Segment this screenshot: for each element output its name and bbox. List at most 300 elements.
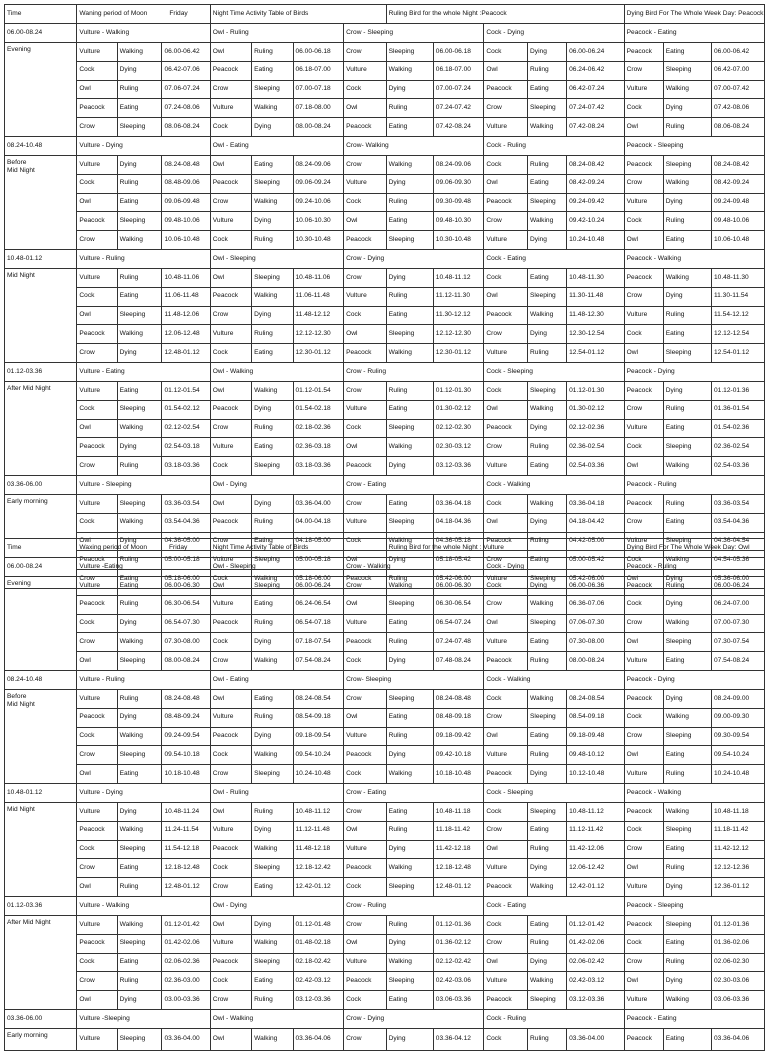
bird-name: Vulture bbox=[77, 915, 117, 934]
bird-activity: Walking bbox=[528, 595, 567, 614]
time-slot: 06.00-06.18 bbox=[293, 43, 344, 62]
table-row bbox=[5, 840, 765, 859]
time-slot: 01.42-02.06 bbox=[162, 934, 210, 953]
bird-activity: Walking bbox=[117, 325, 162, 344]
time-slot: 09.06-09.48 bbox=[162, 193, 210, 212]
time-slot: 10.48-11.18 bbox=[433, 802, 484, 821]
bird-name: Peacock bbox=[484, 419, 528, 438]
bird-activity: Ruling bbox=[252, 991, 293, 1010]
bird-name: Vulture bbox=[624, 652, 663, 671]
table-row bbox=[5, 991, 765, 1010]
bird-name: Cock bbox=[624, 821, 663, 840]
time-slot: 03.12-03.36 bbox=[293, 991, 344, 1010]
time-slot: 01.54-02.12 bbox=[162, 400, 210, 419]
bird-name: Peacock bbox=[344, 746, 387, 765]
time-slot: 12.12-12.30 bbox=[293, 325, 344, 344]
time-range: 01.12-03.36 bbox=[5, 362, 77, 381]
bird-activity: Walking bbox=[528, 878, 567, 897]
time-slot: 05.36-06.00 bbox=[712, 570, 765, 589]
time-slot: 11.42-12.18 bbox=[433, 840, 484, 859]
time-slot: 01.36-01.54 bbox=[712, 400, 765, 419]
bird-activity: Walking bbox=[528, 494, 567, 513]
time-slot: 05.18-06.00 bbox=[162, 570, 210, 589]
bird-activity: Dying bbox=[386, 652, 433, 671]
bird-name: Peacock bbox=[210, 840, 251, 859]
bird-name: Crow bbox=[624, 614, 663, 633]
period-header-row bbox=[5, 249, 765, 268]
bird-name: Peacock bbox=[624, 689, 663, 708]
bird-name: Vulture bbox=[624, 878, 663, 897]
week-day: Friday bbox=[169, 9, 188, 17]
bird-name: Crow bbox=[484, 99, 528, 118]
bird-name: Cock bbox=[344, 80, 387, 99]
time-range: 08.24-10.48 bbox=[5, 670, 77, 689]
bird-period-activity: Vulture - Sleeping bbox=[77, 475, 210, 494]
bird-name: Peacock bbox=[210, 174, 251, 193]
bird-activity: Eating bbox=[252, 689, 293, 708]
time-slot: 01.12-01.36 bbox=[433, 915, 484, 934]
time-slot: 02.18-02.42 bbox=[293, 953, 344, 972]
bird-name: Peacock bbox=[484, 652, 528, 671]
bird-name: Cock bbox=[344, 765, 387, 784]
time-slot: 11.30-11.54 bbox=[712, 287, 765, 306]
bird-name: Crow bbox=[210, 193, 251, 212]
bird-name: Vulture bbox=[210, 551, 251, 570]
bird-activity: Dying bbox=[117, 61, 162, 80]
time-slot: 06.42-07.24 bbox=[567, 80, 625, 99]
bird-activity: Dying bbox=[528, 419, 567, 438]
bird-period-activity: Crow- Walking bbox=[344, 136, 484, 155]
bird-period-activity: Peacock - Ruling bbox=[624, 558, 764, 577]
bird-name: Cock bbox=[624, 708, 663, 727]
period-header-row bbox=[5, 896, 765, 915]
bird-name: Owl bbox=[77, 878, 117, 897]
time-slot: 01.12-01.42 bbox=[567, 915, 625, 934]
time-slot: 10.06-10.48 bbox=[162, 231, 210, 250]
time-slot: 08.06-08.24 bbox=[712, 118, 765, 137]
bird-activity: Ruling bbox=[117, 878, 162, 897]
time-slot: 12.48-01.12 bbox=[433, 878, 484, 897]
bird-activity: Walking bbox=[117, 821, 162, 840]
bird-activity: Ruling bbox=[528, 61, 567, 80]
time-slot: 03.36-04.00 bbox=[293, 494, 344, 513]
bird-period-activity: Owl - Walking bbox=[210, 362, 343, 381]
time-slot: 06.00-06.24 bbox=[293, 577, 344, 596]
time-slot: 10.06-10.30 bbox=[293, 212, 344, 231]
bird-activity: Walking bbox=[386, 438, 433, 457]
bird-period-activity: Peacock - Sleeping bbox=[624, 136, 764, 155]
time-slot: 09.54-10.18 bbox=[162, 746, 210, 765]
table-row bbox=[5, 99, 765, 118]
bird-name: Cock bbox=[624, 325, 663, 344]
bird-activity: Eating bbox=[386, 212, 433, 231]
time-slot: 09.18-09.42 bbox=[433, 727, 484, 746]
bird-activity: Eating bbox=[663, 419, 711, 438]
period-header-row bbox=[5, 783, 765, 802]
time-column-header: Time bbox=[5, 5, 77, 24]
bird-activity: Dying bbox=[386, 840, 433, 859]
bird-name: Crow bbox=[210, 765, 251, 784]
bird-activity: Eating bbox=[117, 570, 162, 589]
time-slot: 06.00-06.30 bbox=[162, 577, 210, 596]
time-slot: 06.00-06.36 bbox=[567, 577, 625, 596]
bird-name: Cock bbox=[210, 859, 251, 878]
table-row bbox=[5, 155, 765, 174]
bird-period-activity: Owl - Eating bbox=[210, 136, 343, 155]
bird-name: Peacock bbox=[210, 614, 251, 633]
time-slot: 10.24-10.48 bbox=[567, 231, 625, 250]
bird-activity: Eating bbox=[386, 991, 433, 1010]
bird-name: Vulture bbox=[484, 859, 528, 878]
bird-activity: Walking bbox=[117, 633, 162, 652]
bird-activity: Ruling bbox=[117, 174, 162, 193]
time-slot: 09.18-09.54 bbox=[293, 727, 344, 746]
time-slot: 06.30-06.54 bbox=[162, 595, 210, 614]
bird-activity: Ruling bbox=[117, 595, 162, 614]
bird-period-activity: Peacock - Walking bbox=[624, 249, 764, 268]
bird-name: Crow bbox=[344, 915, 387, 934]
time-slot: 08.24-08.42 bbox=[567, 155, 625, 174]
bird-activity: Ruling bbox=[663, 400, 711, 419]
bird-period-activity: Cock - Walking bbox=[484, 670, 624, 689]
bird-name: Crow bbox=[344, 1028, 387, 1050]
bird-activity: Walking bbox=[663, 457, 711, 476]
bird-name: Cock bbox=[77, 400, 117, 419]
bird-name: Vulture bbox=[484, 746, 528, 765]
time-slot: 11.42-12.12 bbox=[712, 840, 765, 859]
bird-name: Cock bbox=[484, 381, 528, 400]
bird-activity: Ruling bbox=[252, 513, 293, 532]
bird-activity: Ruling bbox=[663, 953, 711, 972]
time-slot: 08.24-09.00 bbox=[712, 689, 765, 708]
table-row bbox=[5, 457, 765, 476]
table-row bbox=[5, 80, 765, 99]
bird-activity: Walking bbox=[528, 306, 567, 325]
dying-bird-note: Dying Bird For The Whole Week Day: Peacock bbox=[624, 5, 764, 24]
bird-name: Owl bbox=[484, 61, 528, 80]
bird-activity: Sleeping bbox=[386, 43, 433, 62]
time-of-night-text: Mid Night bbox=[7, 805, 35, 813]
time-slot: 03.36-04.06 bbox=[712, 1028, 765, 1050]
bird-activity: Eating bbox=[528, 174, 567, 193]
bird-activity: Walking bbox=[386, 61, 433, 80]
table-row bbox=[5, 306, 765, 325]
time-slot: 02.42-03.12 bbox=[567, 972, 625, 991]
bird-name: Peacock bbox=[484, 878, 528, 897]
time-slot: 10.24-10.48 bbox=[293, 765, 344, 784]
time-slot: 12.06-12.42 bbox=[567, 859, 625, 878]
bird-name: Owl bbox=[624, 633, 663, 652]
time-slot: 12.54-01.12 bbox=[712, 344, 765, 363]
bird-activity: Eating bbox=[663, 325, 711, 344]
time-of-night-text: After Mid Night bbox=[7, 918, 51, 926]
time-slot: 08.24-08.54 bbox=[293, 689, 344, 708]
bird-activity: Eating bbox=[117, 99, 162, 118]
time-slot: 09.48-10.12 bbox=[567, 746, 625, 765]
bird-activity: Dying bbox=[252, 306, 293, 325]
bird-activity: Ruling bbox=[663, 212, 711, 231]
bird-name: Cock bbox=[624, 212, 663, 231]
bird-activity: Eating bbox=[528, 633, 567, 652]
time-slot: 08.42-09.24 bbox=[712, 174, 765, 193]
bird-activity: Sleeping bbox=[117, 652, 162, 671]
bird-period-activity: Peacock - Dying bbox=[624, 362, 764, 381]
bird-activity: Eating bbox=[386, 400, 433, 419]
bird-name: Crow bbox=[344, 577, 387, 596]
time-of-night-text: Evening bbox=[7, 580, 31, 587]
bird-name: Cock bbox=[210, 457, 251, 476]
period-header-row bbox=[5, 136, 765, 155]
bird-activity: Sleeping bbox=[117, 494, 162, 513]
bird-activity: Eating bbox=[117, 193, 162, 212]
time-slot: 08.00-08.24 bbox=[567, 652, 625, 671]
bird-activity: Ruling bbox=[386, 570, 433, 589]
time-slot: 06.24-06.42 bbox=[567, 61, 625, 80]
time-slot: 09.24-09.54 bbox=[162, 727, 210, 746]
bird-name: Peacock bbox=[624, 577, 663, 596]
bird-name: Vulture bbox=[344, 400, 387, 419]
bird-activity: Ruling bbox=[386, 727, 433, 746]
time-slot: 11.12-11.30 bbox=[433, 287, 484, 306]
time-slot: 04.18-05.00 bbox=[293, 532, 344, 551]
time-slot: 08.24-08.42 bbox=[712, 155, 765, 174]
bird-activity: Ruling bbox=[386, 381, 433, 400]
bird-name: Vulture bbox=[210, 595, 251, 614]
time-slot: 03.36-04.18 bbox=[433, 494, 484, 513]
bird-activity: Sleeping bbox=[663, 61, 711, 80]
bird-name: Owl bbox=[344, 708, 387, 727]
time-slot: 11.42-12.06 bbox=[567, 840, 625, 859]
bird-activity: Ruling bbox=[386, 633, 433, 652]
time-slot: 02.36-03.18 bbox=[293, 438, 344, 457]
table-row bbox=[5, 268, 765, 287]
time-slot: 02.36-03.00 bbox=[162, 972, 210, 991]
bird-activity: Eating bbox=[663, 840, 711, 859]
bird-period-activity: Vulture - Ruling bbox=[77, 670, 210, 689]
bird-activity: Sleeping bbox=[528, 570, 567, 589]
table-row bbox=[5, 727, 765, 746]
bird-period-activity: Crow - Dying bbox=[344, 1009, 484, 1028]
bird-activity: Sleeping bbox=[663, 155, 711, 174]
bird-activity: Eating bbox=[117, 287, 162, 306]
bird-activity: Ruling bbox=[117, 457, 162, 476]
bird-name: Crow bbox=[624, 513, 663, 532]
time-slot: 08.00-08.24 bbox=[162, 652, 210, 671]
bird-name: Crow bbox=[77, 344, 117, 363]
bird-name: Peacock bbox=[484, 991, 528, 1010]
bird-name: Cock bbox=[77, 174, 117, 193]
bird-activity: Eating bbox=[117, 859, 162, 878]
bird-name: Owl bbox=[344, 212, 387, 231]
bird-activity: Walking bbox=[663, 802, 711, 821]
time-of-night-text: Before Mid Night bbox=[7, 692, 35, 709]
time-slot: 01.12-01.42 bbox=[162, 915, 210, 934]
bird-name: Crow bbox=[77, 231, 117, 250]
bird-name: Crow bbox=[77, 746, 117, 765]
bird-name: Peacock bbox=[77, 212, 117, 231]
activity-table-waxing bbox=[4, 538, 765, 1043]
bird-name: Vulture bbox=[210, 99, 251, 118]
bird-name: Vulture bbox=[210, 325, 251, 344]
bird-name: Vulture bbox=[77, 1028, 117, 1050]
bird-name: Crow bbox=[210, 532, 251, 551]
bird-activity: Ruling bbox=[528, 155, 567, 174]
time-slot: 01.12-01.36 bbox=[712, 381, 765, 400]
bird-name: Owl bbox=[484, 614, 528, 633]
time-slot: 06.18-07.00 bbox=[293, 61, 344, 80]
bird-activity: Ruling bbox=[528, 344, 567, 363]
bird-name: Vulture bbox=[210, 708, 251, 727]
time-range: 03.36-06.00 bbox=[5, 1009, 77, 1028]
time-slot: 04.54-05.36 bbox=[712, 551, 765, 570]
bird-period-activity: Owl - Walking bbox=[210, 1009, 343, 1028]
bird-period-activity: Crow - Eating bbox=[344, 783, 484, 802]
table-title: Night Time Activity Table of Birds bbox=[210, 5, 386, 24]
bird-name: Crow bbox=[210, 991, 251, 1010]
bird-activity: Eating bbox=[663, 934, 711, 953]
bird-name: Owl bbox=[210, 494, 251, 513]
bird-activity: Ruling bbox=[117, 551, 162, 570]
bird-activity: Walking bbox=[386, 155, 433, 174]
period-header-row bbox=[5, 475, 765, 494]
bird-name: Cock bbox=[484, 43, 528, 62]
bird-name: Owl bbox=[624, 570, 663, 589]
table-row bbox=[5, 1028, 765, 1050]
time-of-night-label bbox=[5, 1028, 77, 1050]
time-slot: 06.36-07.06 bbox=[567, 595, 625, 614]
bird-name: Vulture bbox=[624, 765, 663, 784]
bird-period-activity: Peacock - Dying bbox=[624, 670, 764, 689]
bird-activity: Eating bbox=[117, 953, 162, 972]
time-slot: 11.12-11.42 bbox=[567, 821, 625, 840]
time-slot: 07.42-08.24 bbox=[433, 118, 484, 137]
time-slot: 08.24-09.06 bbox=[293, 155, 344, 174]
period-header-row bbox=[5, 670, 765, 689]
bird-activity: Dying bbox=[117, 802, 162, 821]
bird-activity: Walking bbox=[252, 381, 293, 400]
time-slot: 09.54-10.24 bbox=[712, 746, 765, 765]
time-slot: 07.00-07.30 bbox=[712, 614, 765, 633]
time-slot: 05.42-06.00 bbox=[567, 570, 625, 589]
bird-activity: Sleeping bbox=[528, 991, 567, 1010]
bird-name: Crow bbox=[624, 287, 663, 306]
time-slot: 09.00-09.30 bbox=[712, 708, 765, 727]
time-slot: 11.30-12.12 bbox=[433, 306, 484, 325]
bird-name: Cock bbox=[624, 934, 663, 953]
time-slot: 09.42-10.18 bbox=[433, 746, 484, 765]
bird-name: Cock bbox=[77, 513, 117, 532]
bird-activity: Dying bbox=[528, 513, 567, 532]
bird-activity: Walking bbox=[528, 972, 567, 991]
bird-period-activity: Peacock - Walking bbox=[624, 783, 764, 802]
bird-name: Peacock bbox=[210, 727, 251, 746]
bird-name: Vulture bbox=[624, 991, 663, 1010]
time-slot: 09.30-09.48 bbox=[433, 193, 484, 212]
time-slot: 11.24-11.54 bbox=[162, 821, 210, 840]
time-slot: 03.18-03.36 bbox=[162, 457, 210, 476]
table-header-row bbox=[5, 5, 765, 24]
bird-name: Vulture bbox=[77, 155, 117, 174]
bird-period-activity: Vulture - Ruling bbox=[77, 249, 210, 268]
bird-activity: Eating bbox=[528, 727, 567, 746]
bird-activity: Ruling bbox=[528, 532, 567, 551]
bird-name: Peacock bbox=[210, 953, 251, 972]
bird-name: Owl bbox=[624, 972, 663, 991]
time-slot: 07.00-07.18 bbox=[293, 80, 344, 99]
time-slot: 09.54-10.24 bbox=[293, 746, 344, 765]
time-slot: 10.48-11.24 bbox=[162, 802, 210, 821]
time-slot: 10.48-11.18 bbox=[712, 802, 765, 821]
time-slot: 01.42-02.06 bbox=[567, 934, 625, 953]
bird-activity: Sleeping bbox=[386, 595, 433, 614]
time-slot: 02.42-03.06 bbox=[433, 972, 484, 991]
bird-period-activity: Cock - Eating bbox=[484, 896, 624, 915]
bird-name: Crow bbox=[624, 174, 663, 193]
bird-name: Crow bbox=[210, 419, 251, 438]
bird-activity: Dying bbox=[663, 595, 711, 614]
bird-name: Vulture bbox=[210, 821, 251, 840]
time-slot: 01.12-01.54 bbox=[293, 381, 344, 400]
time-slot: 10.18-10.48 bbox=[162, 765, 210, 784]
time-slot: 03.36-03.54 bbox=[162, 494, 210, 513]
bird-name: Owl bbox=[344, 551, 387, 570]
time-slot: 12.12-12.36 bbox=[712, 859, 765, 878]
bird-name: Owl bbox=[210, 577, 251, 596]
period-header-row bbox=[5, 558, 765, 577]
time-slot: 11.06-11.48 bbox=[293, 287, 344, 306]
bird-activity: Dying bbox=[252, 915, 293, 934]
dying-bird-note: Dying Bird For The Whole Week Day: Owl bbox=[624, 539, 764, 558]
time-slot: 12.36-01.12 bbox=[712, 878, 765, 897]
bird-period-activity: Peacock - Eating bbox=[624, 24, 764, 43]
table-row bbox=[5, 381, 765, 400]
bird-activity: Ruling bbox=[252, 325, 293, 344]
bird-activity: Walking bbox=[663, 268, 711, 287]
bird-period-activity: Vulture - Walking bbox=[77, 896, 210, 915]
bird-activity: Walking bbox=[528, 118, 567, 137]
time-slot: 12.12-12.54 bbox=[712, 325, 765, 344]
bird-name: Peacock bbox=[624, 494, 663, 513]
bird-name: Vulture bbox=[484, 344, 528, 363]
time-slot: 11.12-11.48 bbox=[293, 821, 344, 840]
time-slot: 10.48-11.12 bbox=[567, 802, 625, 821]
bird-name: Peacock bbox=[624, 155, 663, 174]
bird-name: Crow bbox=[77, 570, 117, 589]
bird-name: Vulture bbox=[344, 513, 387, 532]
bird-name: Owl bbox=[624, 457, 663, 476]
bird-activity: Eating bbox=[386, 708, 433, 727]
bird-name: Crow bbox=[484, 325, 528, 344]
bird-activity: Eating bbox=[528, 457, 567, 476]
time-slot: 06.54-07.18 bbox=[293, 614, 344, 633]
bird-activity: Sleeping bbox=[528, 614, 567, 633]
bird-activity: Ruling bbox=[528, 746, 567, 765]
bird-name: Cock bbox=[484, 577, 528, 596]
bird-activity: Sleeping bbox=[252, 268, 293, 287]
bird-name: Vulture bbox=[77, 577, 117, 596]
bird-name: Owl bbox=[624, 746, 663, 765]
bird-activity: Dying bbox=[386, 80, 433, 99]
time-of-night-label bbox=[5, 268, 77, 362]
bird-activity: Ruling bbox=[386, 99, 433, 118]
bird-activity: Ruling bbox=[663, 577, 711, 596]
bird-activity: Eating bbox=[528, 551, 567, 570]
bird-name: Owl bbox=[210, 43, 251, 62]
bird-name: Owl bbox=[210, 155, 251, 174]
bird-name: Vulture bbox=[484, 633, 528, 652]
time-slot: 11.48-12.30 bbox=[567, 306, 625, 325]
bird-activity: Dying bbox=[252, 821, 293, 840]
